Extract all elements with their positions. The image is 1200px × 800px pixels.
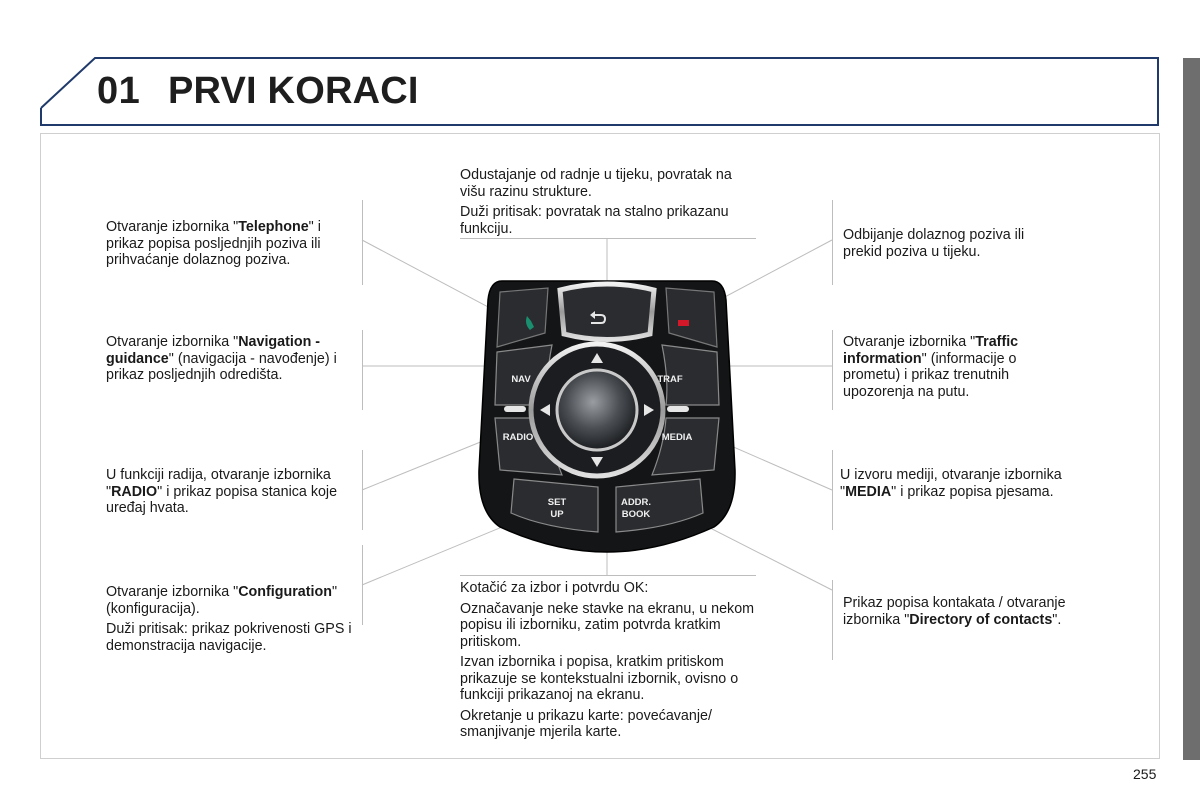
callout-text: " (konfiguracija). [106, 584, 338, 617]
callout-escape [460, 167, 760, 241]
right-dash-icon [667, 406, 689, 412]
setup-label-line1: SET [547, 497, 567, 508]
callout-text: " i prikaz popisa stanica koje uređaj hvata. [106, 483, 338, 516]
nav-label: NAV [511, 374, 531, 385]
media-label: MEDIA [661, 432, 693, 443]
callout-wheel-line: Označavanje neke stavke na ekranu, u nekom popisu ili izborniku, zatim potvrda kratkim pritiskom. [460, 600, 755, 650]
callout-text: Otvaranje izbornika " [106, 334, 239, 350]
callout-wheel-title: Kotačić za izbor i potvrdu OK: [460, 580, 649, 596]
callout-text: Otvaranje izbornika " [843, 334, 976, 350]
callout-escape-line2: Duži pritisak: povratak na stalno prikazanu funkciju. [460, 204, 729, 237]
addr-label-line1: ADDR. [620, 497, 652, 508]
callout-telephone [106, 219, 358, 269]
callout-bold-term: RADIO [111, 483, 158, 500]
left-dash-icon [504, 406, 526, 412]
callout-text: Duži pritisak: prikaz pokrivenosti GPS i demonstracija navigacije. [106, 621, 352, 654]
callout-text: U izvoru mediji, otvaranje izbornika " [840, 467, 1062, 500]
page-number: 255 [1133, 766, 1157, 782]
escape-button[interactable] [560, 284, 654, 340]
callout-bold-term: MEDIA [845, 483, 892, 500]
callout-traffic [843, 334, 1055, 400]
callout-wheel-line: Okretanje u prikazu karte: povećavanje/ smanjivanje mjerila karte. [460, 707, 712, 740]
traf-label: TRAF [657, 374, 683, 385]
callout-radio [106, 467, 358, 517]
callout-text: Otvaranje izbornika " [106, 219, 239, 235]
callout-text: " i prikaz popisa posljednjih poziva ili prihvaćanje dolaznog poziva. [106, 219, 321, 268]
callout-text: " i prikaz popisa pjesama. [891, 483, 1054, 500]
callout-navigation [106, 334, 356, 384]
callout-bold-term: Configuration [238, 584, 332, 600]
callout-bold-term: Traffic information [843, 334, 1019, 367]
phone-hangup-icon [678, 320, 689, 326]
callout-text: " (informacije o prometu) i prikaz trenutnih upozorenja na putu. [843, 350, 1017, 400]
callout-configuration [106, 584, 356, 658]
callout-text: U funkciji radija, otvaranje izbornika " [106, 467, 331, 500]
callout-text: ". [1052, 611, 1062, 628]
radio-label: RADIO [502, 432, 534, 443]
callout-wheel-line: Izvan izbornika i popisa, kratkim pritiskom prikazuje se kontekstualni izbornik, ovisno o funkciji prikazanoj na ekranu. [460, 654, 739, 703]
callout-bold-term: Directory of contacts [909, 611, 1053, 628]
addr-label-line2: BOOK [621, 509, 651, 520]
callout-text: " (navigacija - navođenje) i prikaz posljednjih odredišta. [106, 350, 337, 383]
callout-wheel [460, 580, 760, 745]
callout-contacts [843, 595, 1093, 628]
callout-bold-term: Telephone [238, 219, 309, 235]
callout-hangup: Odbijanje dolaznog poziva ili prekid poziva u tijeku. [843, 227, 1025, 260]
chapter-number: 01 [97, 70, 141, 112]
setup-label-line2: UP [550, 509, 564, 520]
callout-media [840, 467, 1090, 500]
ok-wheel[interactable] [557, 370, 637, 450]
callout-text: Otvaranje izbornika " [106, 584, 239, 600]
chapter-title: PRVI KORACI [168, 70, 419, 112]
callout-text: Prikaz popisa kontakata / otvaranje izbornika " [843, 595, 1066, 628]
callout-escape-line1: Odustajanje od radnje u tijeku, povratak na višu razinu strukture. [460, 167, 732, 200]
callout-bold-term: Navigation - guidance [106, 334, 321, 367]
